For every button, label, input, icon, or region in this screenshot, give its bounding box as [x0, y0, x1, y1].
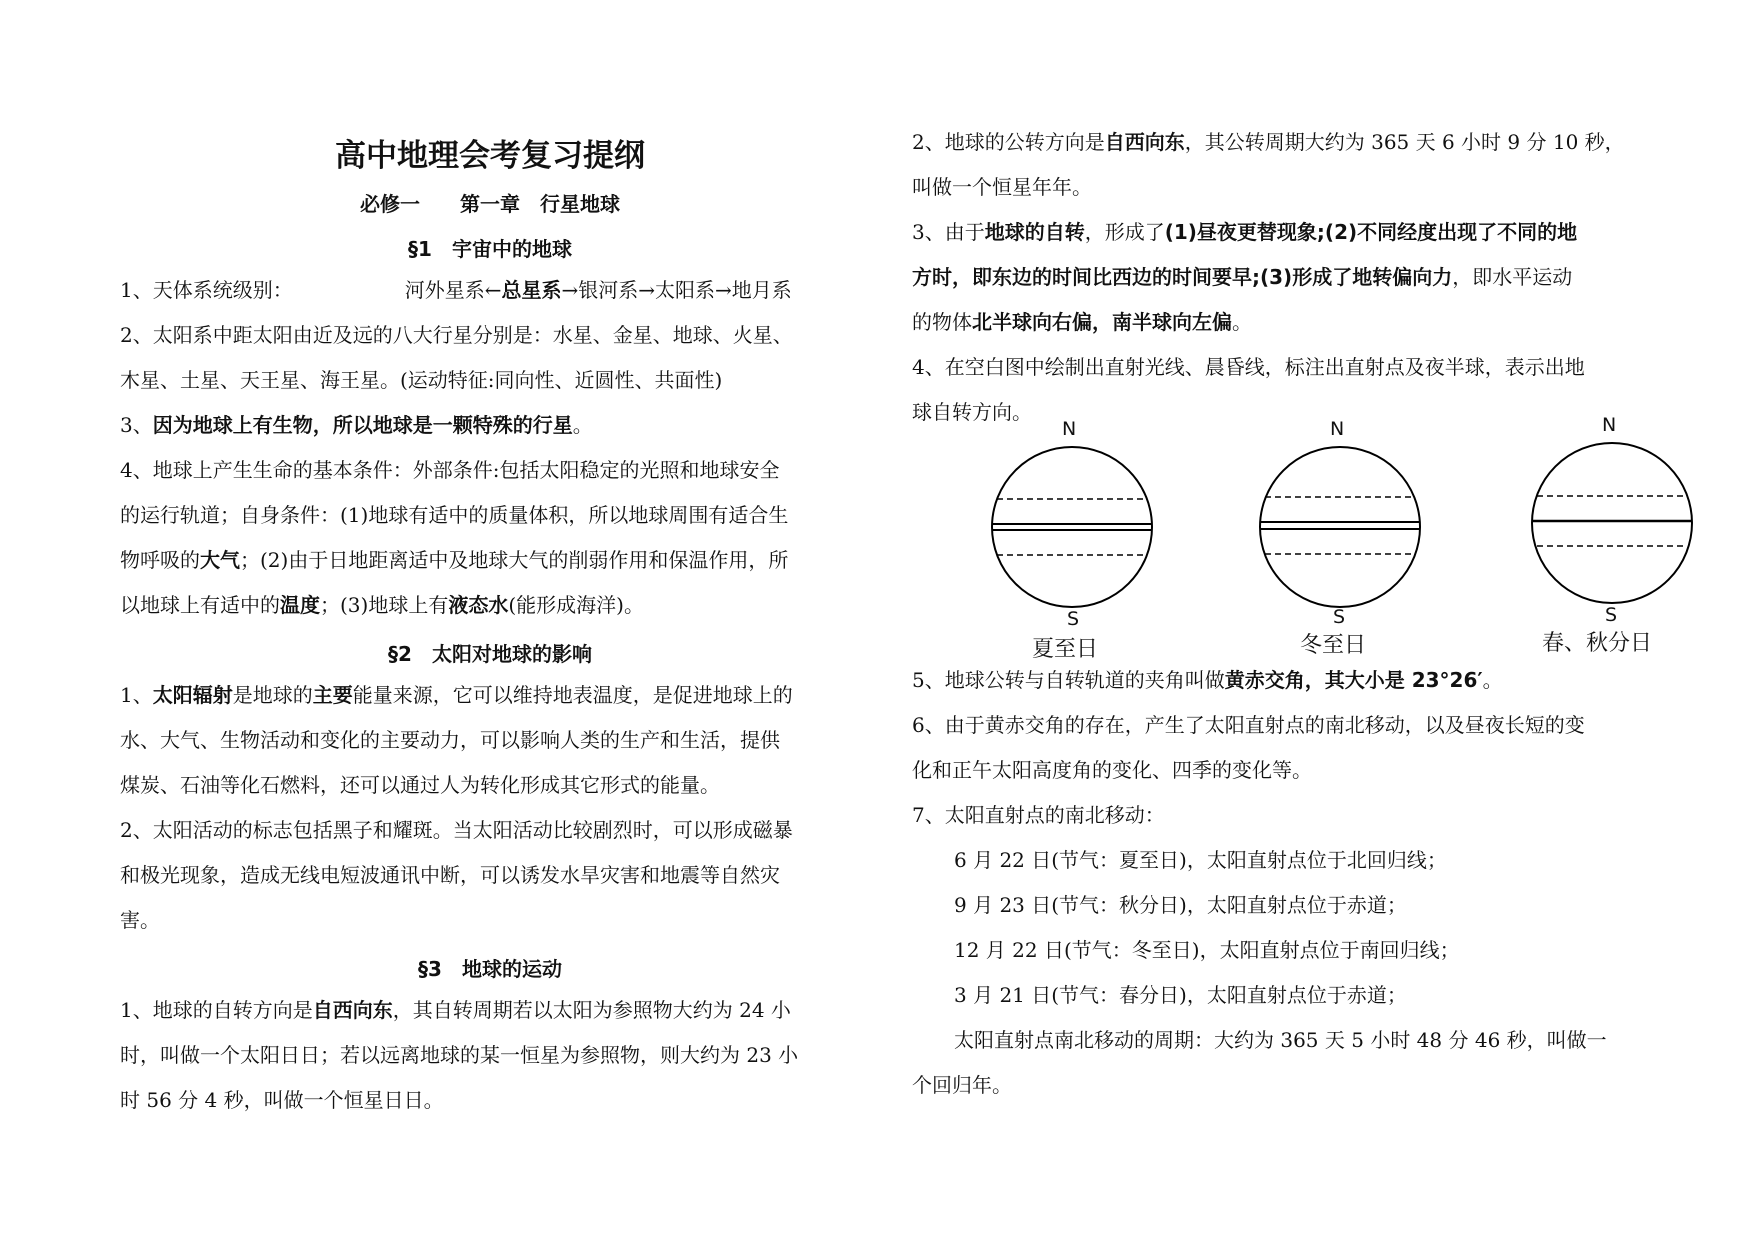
paragraph-line: 个回归年。 — [912, 1073, 1012, 1097]
paragraph-line: 煤炭、石油等化石燃料，还可以通过人为转化形成其它形式的能量。 — [120, 773, 720, 797]
section-heading-2: §2 太阳对地球的影响 — [388, 642, 592, 666]
paragraph-line: 和极光现象，造成无线电短波通讯中断，可以诱发水旱灾害和地震等自然灾 — [120, 863, 780, 887]
paragraph-line: 4、地球上产生生命的基本条件：外部条件:包括太阳稳定的光照和地球安全 — [120, 458, 780, 482]
chapter-heading: 必修一 第一章 行星地球 — [360, 192, 620, 216]
paragraph-line: 5、地球公转与自转轨道的夹角叫做黄赤交角，其大小是 23°26′。 — [912, 668, 1503, 692]
paragraph-line: 1、太阳辐射是地球的主要能量来源，它可以维持地表温度，是促进地球上的 — [120, 683, 793, 707]
paragraph-line: 2、太阳活动的标志包括黑子和耀斑。当太阳活动比较剧烈时，可以形成磁暴 — [120, 818, 793, 842]
paragraph-line: 木星、土星、天王星、海王星。(运动特征:同向性、近圆性、共面性) — [120, 368, 723, 392]
paragraph-line: 6 月 22 日(节气：夏至日)，太阳直射点位于北回归线； — [954, 848, 1447, 872]
paragraph-line: 时 56 分 4 秒，叫做一个恒星日日。 — [120, 1088, 444, 1112]
paragraph-line: 9 月 23 日(节气：秋分日)，太阳直射点位于赤道； — [954, 893, 1407, 917]
paragraph-line: 以地球上有适中的温度；(3)地球上有液态水(能形成海洋)。 — [120, 593, 644, 617]
north-label: N — [1062, 418, 1077, 440]
globe-icon — [1527, 438, 1697, 608]
paragraph-line: 4、在空白图中绘制出直射光线、晨昏线，标注出直射点及夜半球，表示出地 — [912, 355, 1585, 379]
section-heading-1: §1 宇宙中的地球 — [408, 237, 572, 261]
south-label: S — [1333, 606, 1346, 628]
south-label: S — [1605, 604, 1618, 626]
paragraph-line: 化和正午太阳高度角的变化、四季的变化等。 — [912, 758, 1312, 782]
globe-diagram-summer-solstice — [987, 418, 1157, 662]
section-heading-3: §3 地球的运动 — [418, 957, 562, 981]
globe-caption: 冬至日 — [1300, 633, 1367, 658]
south-label: S — [1067, 608, 1080, 630]
page-title: 高中地理会考复习提纲 — [335, 138, 645, 174]
paragraph-line: 1、天体系统级别： 河外星系←总星系→银河系→太阳系→地月系 — [120, 278, 792, 302]
globe-icon — [987, 442, 1157, 612]
globe-icon — [1255, 442, 1425, 612]
paragraph-line: 太阳直射点南北移动的周期：大约为 365 天 5 小时 48 分 46 秒，叫做一 — [954, 1028, 1607, 1052]
north-label: N — [1330, 418, 1345, 440]
paragraph-line: 3、由于地球的自转，形成了(1)昼夜更替现象;(2)不同经度出现了不同的地 — [912, 220, 1578, 244]
north-label: N — [1602, 414, 1617, 436]
paragraph-line: 3、因为地球上有生物，所以地球是一颗特殊的行星。 — [120, 413, 593, 437]
paragraph-line: 方时，即东边的时间比西边的时间要早;(3)形成了地转偏向力，即水平运动 — [912, 265, 1573, 289]
paragraph-line: 1、地球的自转方向是自西向东，其自转周期若以太阳为参照物大约为 24 小 — [120, 998, 791, 1022]
paragraph-line: 6、由于黄赤交角的存在，产生了太阳直射点的南北移动，以及昼夜长短的变 — [912, 713, 1585, 737]
paragraph-line: 2、地球的公转方向是自西向东，其公转周期大约为 365 天 6 小时 9 分 10 秒， — [912, 130, 1625, 154]
paragraph-line: 的物体北半球向右偏，南半球向左偏。 — [912, 310, 1252, 334]
paragraph-line: 球自转方向。 — [912, 400, 1032, 424]
paragraph-line: 的运行轨道；自身条件：(1)地球有适中的质量体积，所以地球周围有适合生 — [120, 503, 789, 527]
paragraph-line: 2、太阳系中距太阳由近及远的八大行星分别是：水星、金星、地球、火星、 — [120, 323, 793, 347]
paragraph-line: 水、大气、生物活动和变化的主要动力，可以影响人类的生产和生活，提供 — [120, 728, 780, 752]
paragraph-line: 叫做一个恒星年年。 — [912, 175, 1092, 199]
globe-caption: 春、秋分日 — [1542, 631, 1653, 656]
paragraph-line: 物呼吸的大气；(2)由于日地距离适中及地球大气的削弱作用和保温作用，所 — [120, 548, 789, 572]
globe-caption: 夏至日 — [1032, 637, 1099, 662]
paragraph-line: 害。 — [120, 908, 160, 932]
globe-diagram-winter-solstice — [1255, 418, 1425, 658]
paragraph-line: 7、太阳直射点的南北移动： — [912, 803, 1165, 827]
paragraph-line: 3 月 21 日(节气：春分日)，太阳直射点位于赤道； — [954, 983, 1407, 1007]
globe-diagram-equinox — [1527, 414, 1727, 658]
paragraph-line: 12 月 22 日(节气：冬至日)，太阳直射点位于南回归线； — [954, 938, 1460, 962]
paragraph-line: 时，叫做一个太阳日日；若以远离地球的某一恒星为参照物，则大约为 23 小 — [120, 1043, 799, 1067]
